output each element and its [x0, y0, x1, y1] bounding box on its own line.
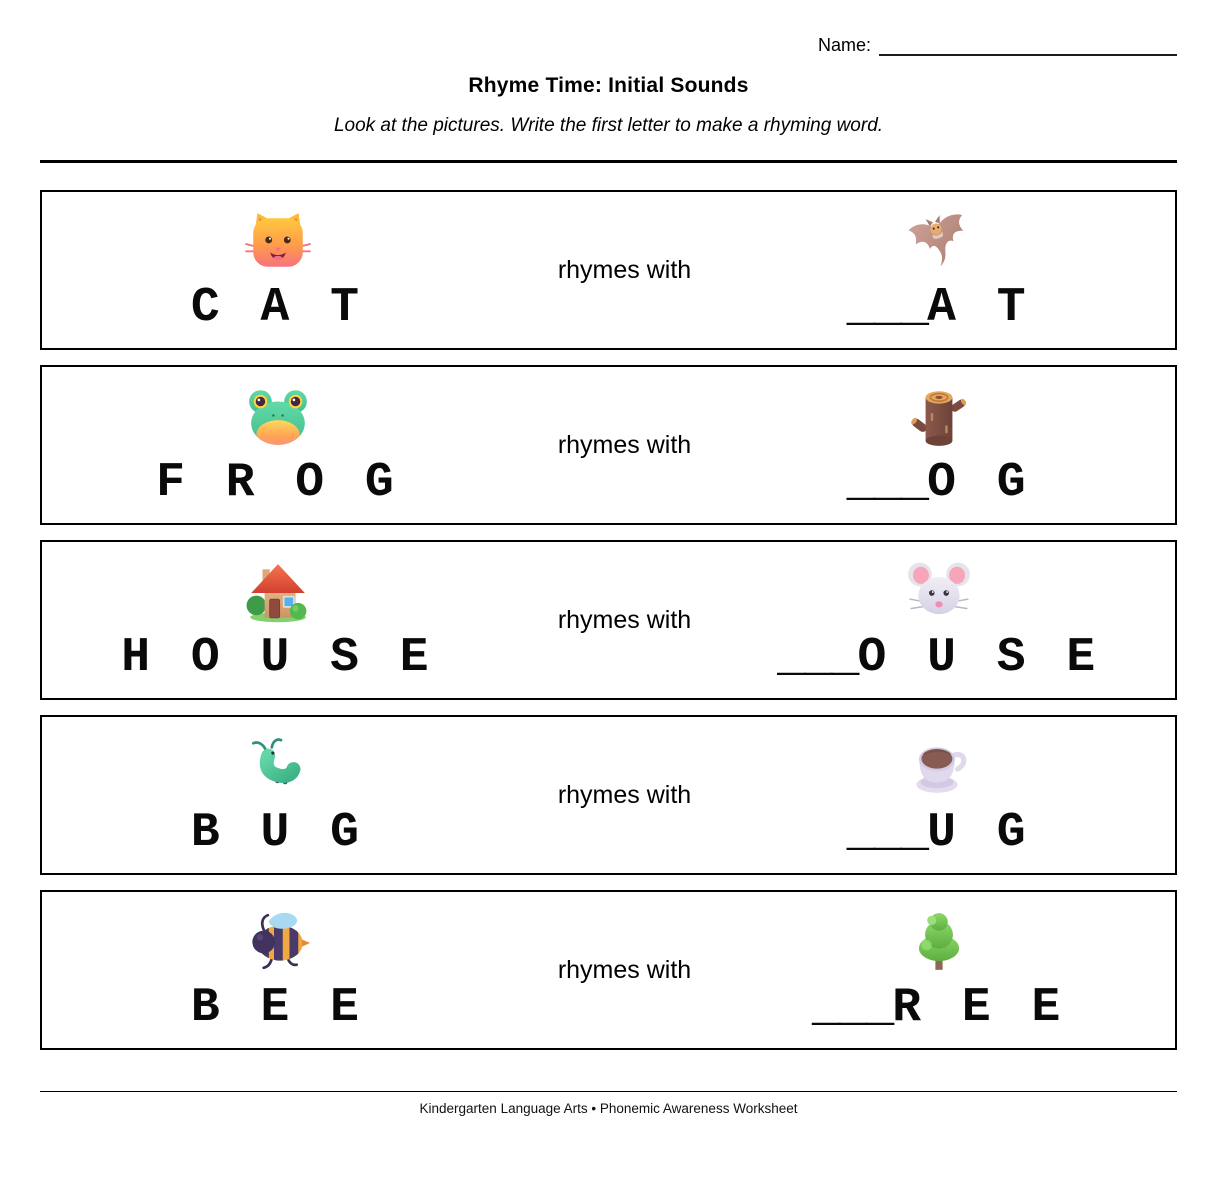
bug-icon [245, 734, 311, 800]
answer-letters: U G [927, 805, 1032, 860]
answer-blank[interactable]: ___ [777, 630, 858, 685]
word-label: F R O G [156, 455, 400, 510]
word-cell [42, 209, 558, 335]
connector-label: rhymes with [557, 780, 692, 809]
bee-icon [241, 909, 315, 975]
rhyme-row-bee [40, 890, 1177, 1050]
mug-icon [906, 734, 972, 800]
footer-text: Kindergarten Language Arts • Phonemic Awareness Worksheet [419, 1101, 798, 1116]
rhyme-row-bug [40, 715, 1177, 875]
bat-icon [902, 209, 976, 275]
word-label: B E E [190, 980, 365, 1035]
answer-letters: O G [927, 455, 1032, 510]
answer-cell [691, 909, 1175, 1035]
log-icon [906, 384, 972, 450]
word-cell [42, 384, 558, 510]
answer-letters: R E E [892, 980, 1067, 1035]
rhyme-row-frog [40, 365, 1177, 525]
word-label: B U G [190, 805, 365, 860]
header-divider [40, 160, 1177, 163]
name-label: Name: [817, 35, 871, 55]
connector-label: rhymes with [557, 955, 692, 984]
answer-cell [691, 384, 1175, 510]
house-icon [245, 559, 311, 625]
rhyme-row-cat [40, 190, 1177, 350]
word-label: C A T [190, 280, 365, 335]
connector-label: rhymes with [557, 255, 692, 284]
frog-icon [245, 384, 311, 450]
answer-blank[interactable]: ___ [846, 455, 928, 510]
answer-label [777, 630, 1102, 685]
word-cell [42, 909, 558, 1035]
answer-letters: A T [927, 280, 1032, 335]
answer-blank[interactable]: ___ [846, 280, 928, 335]
answer-cell [691, 559, 1175, 685]
rows-container [40, 190, 1177, 1050]
mouse-icon [906, 559, 972, 625]
instructions: Look at the pictures. Write the first letter to make a rhyming word. [333, 115, 884, 136]
tree-icon [906, 909, 972, 975]
answer-blank[interactable]: ___ [811, 980, 893, 1035]
name-input-line[interactable] [879, 34, 1177, 56]
connector-label: rhymes with [557, 430, 692, 459]
word-cell [42, 559, 558, 685]
answer-cell [691, 734, 1175, 860]
cat-icon [245, 209, 311, 275]
answer-label [846, 805, 1032, 860]
answer-label [846, 280, 1032, 335]
answer-cell [691, 209, 1175, 335]
footer-divider [40, 1091, 1177, 1092]
rhyme-row-house [40, 540, 1177, 700]
page-title: Rhyme Time: Initial Sounds [468, 74, 749, 97]
answer-label [811, 980, 1067, 1035]
answer-label [846, 455, 1032, 510]
answer-blank[interactable]: ___ [846, 805, 928, 860]
connector-label: rhymes with [557, 605, 692, 634]
word-label: H O U S E [121, 630, 435, 685]
answer-letters: O U S E [857, 630, 1102, 685]
word-cell [42, 734, 558, 860]
name-row [40, 30, 1177, 56]
